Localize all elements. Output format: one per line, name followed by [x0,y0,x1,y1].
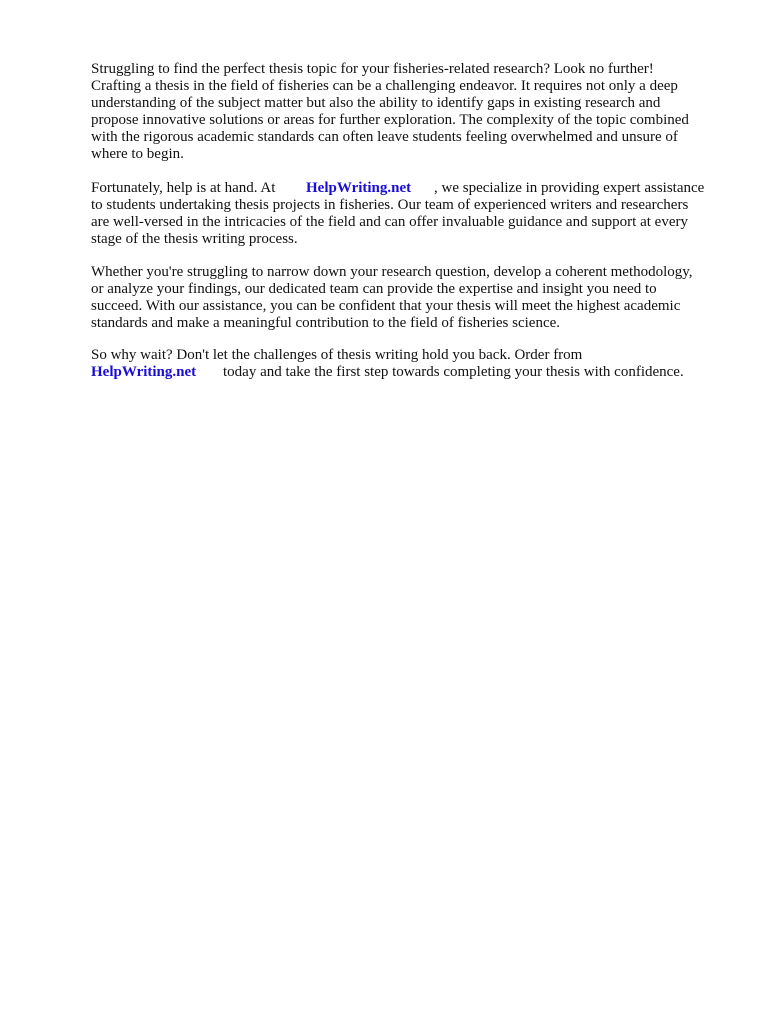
text-line: are well-versed in the intricacies of the field and can offer invaluable guidance and support at every [91,214,688,230]
text-line: So why wait? Don't let the challenges of thesis writing hold you back. Order from [91,347,583,363]
text-line: understanding of the subject matter but also the ability to identify gaps in existing research and [91,95,661,111]
text-line: standards and make a meaningful contribution to the field of fisheries science. [91,315,561,331]
text-line: with the rigorous academic standards can often leave students feeling overwhelmed and unsure of [91,129,678,145]
text-line: stage of the thesis writing process. [91,231,298,247]
text-line: or analyze your findings, our dedicated team can provide the expertise and insight you need to [91,281,657,297]
text-segment: today and take the first step towards completing your thesis with confidence. [223,364,684,380]
text-line: propose innovative solutions or areas for further exploration. The complexity of the topic combined [91,112,689,128]
text-segment: , we specialize in providing expert assistance [434,180,705,196]
text-line: Whether you're struggling to narrow down your research question, develop a coherent methodology, [91,264,693,280]
text-segment: Fortunately, help is at hand. At [91,180,276,196]
text-line: where to begin. [91,146,184,162]
helpwriting-link[interactable]: HelpWriting.net [306,180,412,196]
text-line: Crafting a thesis in the field of fisheries can be a challenging endeavor. It requires not only a deep [91,78,678,94]
text-line: succeed. With our assistance, you can be confident that your thesis will meet the highest academic [91,298,681,314]
text-line: Struggling to find the perfect thesis topic for your fisheries-related research? Look no further! [91,61,654,77]
helpwriting-link[interactable]: HelpWriting.net [91,364,197,380]
text-line: to students undertaking thesis projects in fisheries. Our team of experienced writers and researchers [91,197,689,213]
